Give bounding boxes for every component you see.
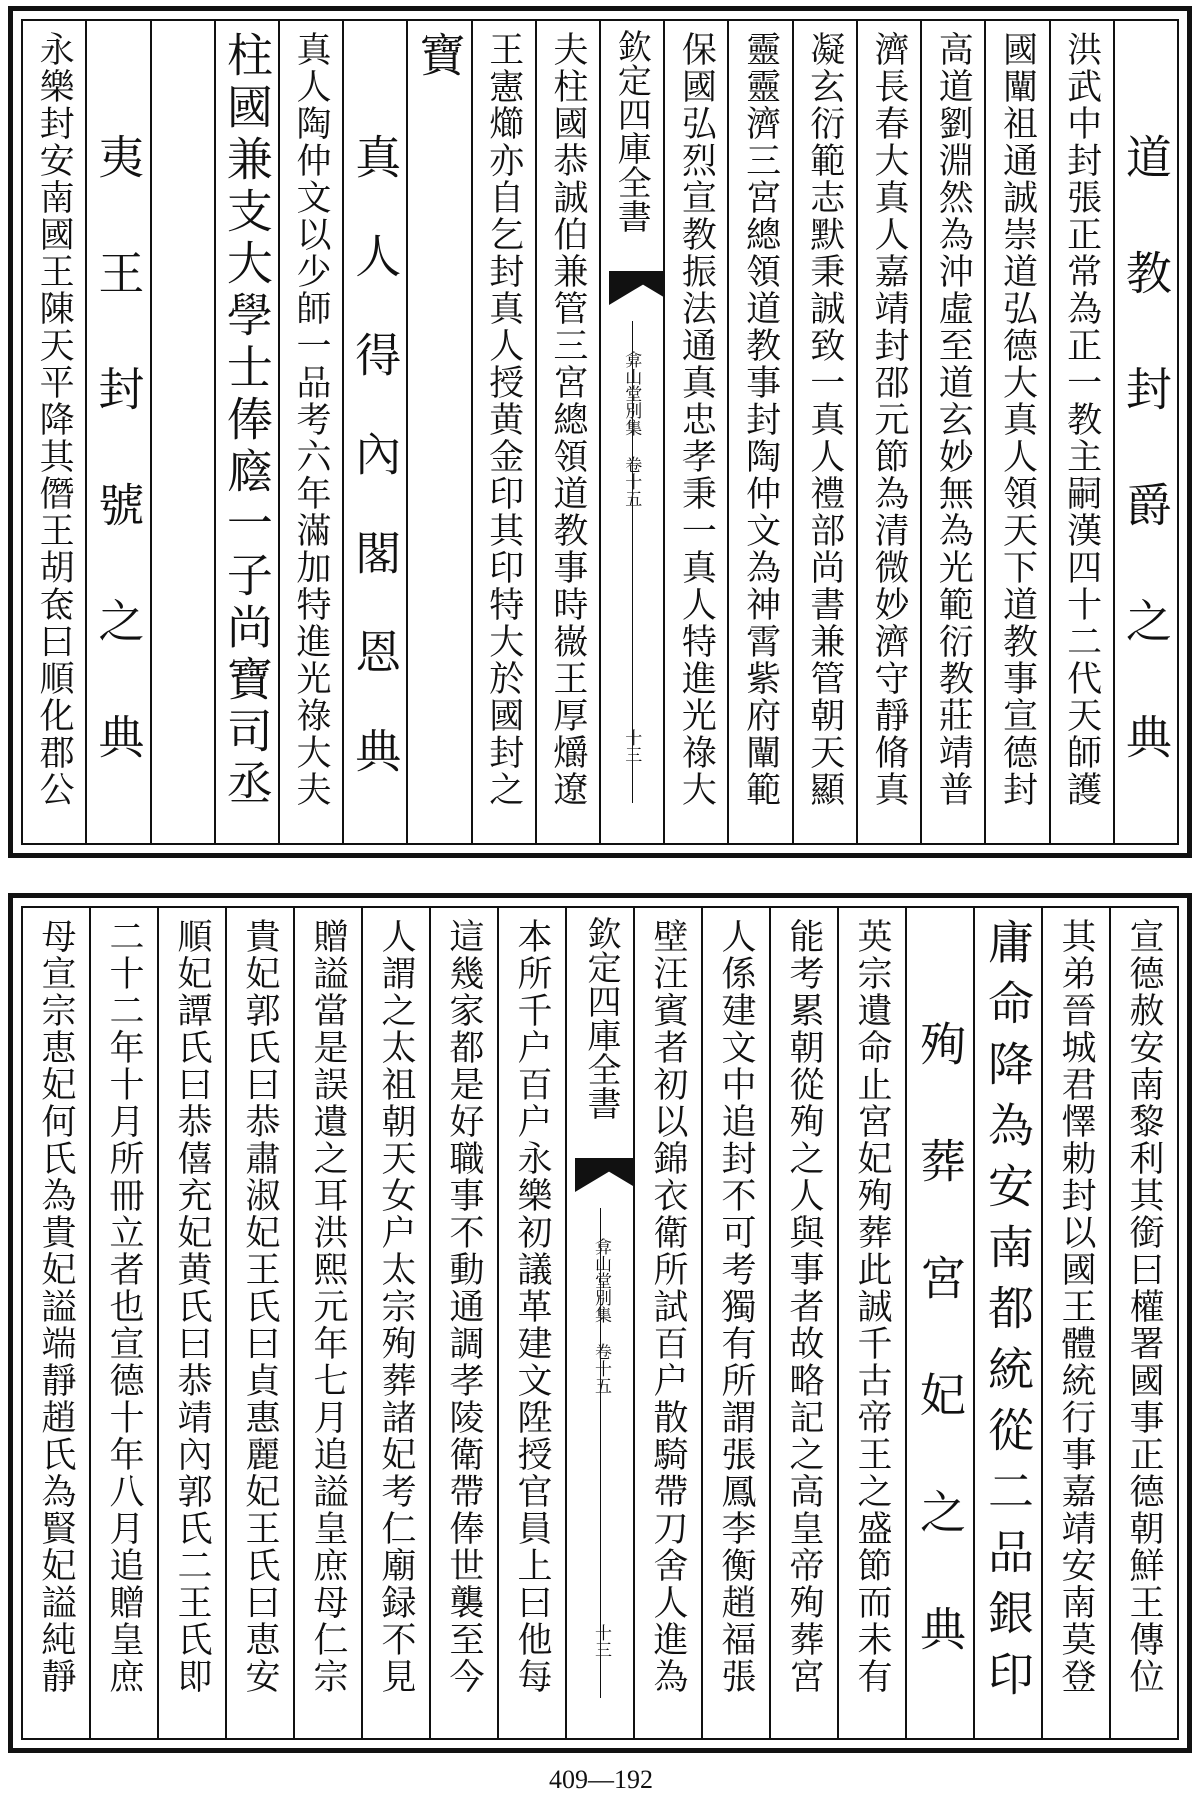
column-text: 人係建文中追封不可考獨有所謂張鳳李衡趙福張 [716,918,756,1695]
section-heading: 道教封爵之典 [1118,133,1173,829]
text-column [633,908,701,1738]
column-text: 凝玄衍範志默秉誠致一真人禮部尚書兼管朝天顯 [804,31,845,808]
column-text: 能考累朝從殉之人與事者故略記之高皇帝殉葬宮 [784,918,824,1695]
column-text: 國闡祖通誠崇道弘德大真人領天下道教事宣德封 [997,31,1038,808]
lower-columns [23,908,1177,1738]
text-column [1113,21,1177,843]
center-fold-column [599,21,663,843]
column-text: 洪武中封張正常為正一教主嗣漢四十二代天師護 [1061,31,1102,808]
column-text: 柱國兼支大學士俸廕一子尚寶司丞 [219,31,274,811]
column-text: 靈靈濟三宮總領道教事封陶仲文為神霄紫府闡範 [740,31,781,808]
section-heading: 殉葬宮妃之典 [913,1020,967,1722]
text-column [429,908,497,1738]
column-text: 壁汪賓者初以錦衣衛所試百户散騎帶刀舍人進為 [648,918,688,1695]
column-text: 高道劉淵然為沖虛至道玄妙無為光範衍教莊靖普 [933,31,974,808]
text-column [535,21,599,843]
text-column [150,21,214,843]
column-text: 王憲㸅亦自乞封真人授黄金印其印特大於國封之 [483,31,524,808]
book-title-volume: 弇山堂別集 卷十五 [591,1238,611,1394]
text-column [23,21,85,843]
lower-page [8,893,1192,1753]
text-column [293,908,361,1738]
section-heading: 夷王封號之典 [91,133,146,829]
text-column [984,21,1048,843]
column-text: 貴妃郭氏曰恭肅淑妃王氏曰貞惠麗妃王氏曰恵安 [240,918,280,1695]
text-column [701,908,769,1738]
column-text: 本所千户百户永樂初議革建文陞授官員上曰他每 [512,918,552,1695]
column-text: 寶 [412,31,467,836]
text-column [920,21,984,843]
text-column [497,908,565,1738]
section-heading: 真人得內閣恩典 [348,133,403,826]
fishtail-ornament-icon [609,271,663,305]
text-column [471,21,535,843]
column-text: 濟長春大真人嘉靖封邵元節為清微妙濟守靜脩真 [869,31,910,808]
text-column [663,21,727,843]
text-column [1041,908,1109,1738]
text-column [1109,908,1177,1738]
upper-columns [23,21,1177,843]
column-text: 真人陶仲文以少師一品考六年滿加特進光祿大夫 [291,31,332,808]
column-text: 宣德赦安南黎利其銜曰權署國事正德朝鮮王傳位 [1124,918,1164,1695]
text-column [792,21,856,843]
text-column [856,21,920,843]
column-text: 贈謚當是誤遺之耳洪熙元年七月追謚皇庶母仁宗 [308,918,348,1695]
center-fold-column [565,908,633,1738]
column-text: 這幾家都是好職事不動通調孝陵衛帶俸世襲至今 [444,918,484,1695]
column-text: 永樂封安南國王陳天平降其僭王胡奃曰順化郡公 [34,31,75,808]
column-text: 庸命降為安南都統從二品銀印 [981,918,1035,1711]
column-text: 母宣宗恵妃何氏為貴妃謚端靜趙氏為賢妃謚純靜 [36,918,76,1695]
upper-page [8,6,1192,858]
text-column [89,908,157,1738]
text-column [406,21,470,843]
column-text: 英宗遺命止宮妃殉葬此誠千古帝王之盛節而未有 [852,918,892,1695]
text-column [342,21,406,843]
text-column [23,908,89,1738]
column-text: 保國弘烈宣教振法通真忠孝秉一真人特進光祿大 [676,31,717,808]
book-header: 欽定四庫全書 [581,916,621,1120]
text-column [1049,21,1113,843]
lower-page-frame [21,906,1179,1740]
column-text: 人謂之太祖朝天女户太宗殉葬諸妃考仁廟録不見 [376,918,416,1695]
folio-number: 409—192 [549,1765,653,1794]
fishtail-ornament-icon [575,1158,633,1192]
text-column [727,21,791,843]
leaf-number: 十三 [621,729,642,763]
book-title-volume: 弇山堂別集 卷十五 [621,351,642,507]
text-column [278,21,342,843]
upper-page-frame [21,19,1179,845]
book-header: 欽定四庫全書 [611,29,652,233]
text-column [361,908,429,1738]
text-column [225,908,293,1738]
text-column [905,908,973,1738]
column-text: 其弟晉城君懌勅封以國王體統行事嘉靖安南莫登 [1056,918,1096,1695]
column-text: 夫柱國恭誠伯兼管三宮總領道教事時嶶王厚爝遼 [547,31,588,808]
column-text: 順妃譚氏曰恭僖充妃黄氏曰恭靖內郭氏二王氏即 [172,918,212,1695]
text-column [214,21,278,843]
column-text: 二十二年十月所冊立者也宣德十年八月追贈皇庶 [104,918,144,1695]
text-column [837,908,905,1738]
text-column [157,908,225,1738]
leaf-number: 十三 [591,1624,611,1658]
text-column [85,21,149,843]
text-column [769,908,837,1738]
text-column [973,908,1041,1738]
